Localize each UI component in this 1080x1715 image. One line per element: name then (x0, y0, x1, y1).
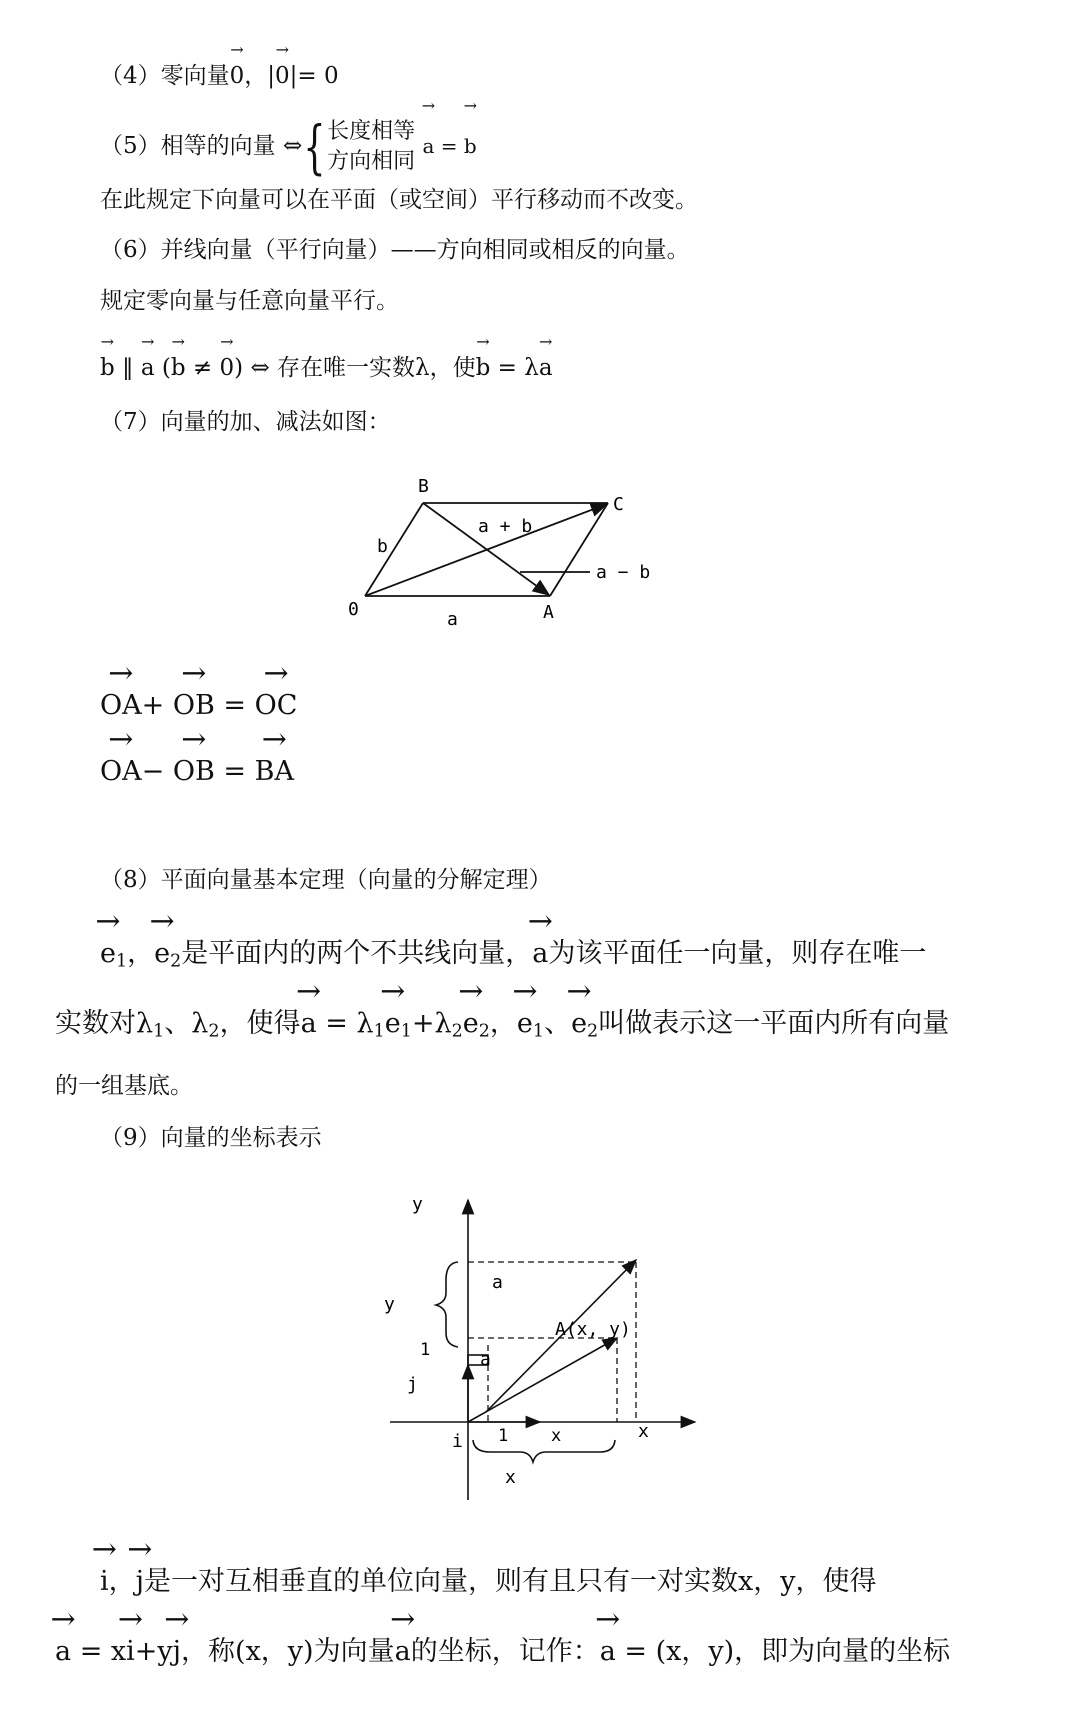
vector-ba: → BA (255, 752, 294, 788)
vector-a-top-label: a (492, 1272, 503, 1293)
close-paren: ) (234, 355, 244, 381)
point-a-label: A(x, y) (555, 1319, 631, 1340)
comma: ， (127, 938, 155, 969)
equals: = (214, 756, 255, 787)
comma: ， (489, 1008, 517, 1039)
label-diff: a − b (596, 562, 651, 583)
subscript: 1 (532, 1021, 545, 1042)
norm-equals-zero: |= 0 (289, 63, 339, 89)
zero-vector: → 0 (230, 56, 245, 92)
conditions (327, 117, 415, 177)
equals-lambda: = λ (490, 355, 539, 381)
theorem-line-3: 的一组基底。 (55, 1073, 193, 1099)
coord-text: 的坐标，记作： (410, 1636, 600, 1667)
equals-lambda: = λ (316, 1008, 374, 1039)
y-axis-label: y (412, 1194, 423, 1215)
theorem-text: 实数对λ (55, 1008, 154, 1039)
subscript: 2 (451, 1021, 463, 1042)
subscript: 1 (373, 1021, 385, 1042)
vector-a: → a (395, 1632, 411, 1668)
label-a-point: A (543, 602, 554, 623)
vector-a: → a (539, 348, 553, 384)
vector-a: → a (301, 1004, 317, 1040)
vector-i: → i (126, 1632, 135, 1668)
y-unit-label: 1 (420, 1340, 431, 1360)
vector-oa: → OA (100, 752, 142, 788)
x-brace (473, 1440, 615, 1462)
theorem-text: 、λ (164, 1008, 209, 1039)
vector-e2: → e (571, 1004, 587, 1040)
x-tick-label: x (551, 1426, 562, 1446)
vector-e1: → e (385, 1004, 401, 1040)
vector-oc: → OC (255, 686, 298, 722)
item-6: （6）并线向量（平行向量）——方向相同或相反的向量。 (100, 237, 690, 263)
vector-b: → b (171, 348, 186, 384)
item-5-label: （5）相等的向量 ⇔ (100, 133, 303, 159)
x-brace-label: x (505, 1467, 516, 1488)
item-7: （7）向量的加、减法如图： (100, 409, 391, 435)
vector-ob: → OB (173, 752, 215, 788)
left-brace: { (303, 113, 326, 181)
unit-i-label: i (452, 1431, 463, 1452)
x-axis-label: x (638, 1421, 649, 1442)
equation-sub (100, 752, 294, 788)
vector-a: → a (422, 112, 434, 176)
label-c-point: C (613, 494, 624, 515)
parallel-symbol: ∥ (114, 355, 141, 381)
subscript: 2 (170, 951, 182, 972)
unit-j-label: j (407, 1374, 418, 1395)
theorem-line-2 (55, 1004, 949, 1047)
coord-line-2 (55, 1632, 950, 1668)
vector-e1: → e (517, 1004, 533, 1040)
coordinate-diagram (380, 1185, 710, 1510)
vector-e1: → e (100, 934, 116, 970)
item-4 (100, 56, 339, 92)
equals-x: = x (71, 1636, 127, 1667)
coord-line-1 (100, 1562, 877, 1598)
subscript: 2 (208, 1021, 220, 1042)
note-zero-parallel: 规定零向量与任意向量平行。 (100, 288, 399, 314)
vector-j: → j (136, 1562, 144, 1598)
subscript: 1 (400, 1021, 412, 1042)
subscript: 1 (153, 1021, 165, 1042)
label-b-point: B (418, 476, 429, 497)
vector-oa: → OA (100, 686, 142, 722)
vector-b: → b (100, 348, 115, 384)
theorem-line-1 (100, 934, 926, 977)
note-translate: 在此规定下向量可以在平面（或空间）平行移动而不改变。 (100, 187, 698, 213)
equal-vectors (422, 134, 476, 158)
equation-add (100, 686, 297, 722)
zero-vector-norm: → 0 (275, 56, 290, 92)
open-paren: ( (154, 355, 171, 381)
iff-symbol: ⇔ (243, 355, 278, 381)
vector-a: → a (141, 348, 155, 384)
separator: 、 (544, 1008, 572, 1039)
coord-text: ，称(x，y)为向量 (181, 1636, 395, 1667)
not-equal: ≠ (185, 355, 220, 381)
vector-j: → j (173, 1632, 181, 1668)
y-brace (436, 1262, 458, 1347)
vector-a: → a (532, 934, 548, 970)
x-unit-label: 1 (498, 1426, 509, 1446)
y-brace-label: y (384, 1294, 395, 1315)
vector-b: → b (464, 112, 477, 176)
theorem-text: ，使得 (219, 1008, 301, 1039)
separator: ，| (244, 63, 276, 89)
comma: ， (108, 1566, 136, 1597)
plus-y: +y (134, 1636, 173, 1667)
item-9: （9）向量的坐标表示 (100, 1125, 322, 1151)
parallel-text: 存在唯一实数λ，使 (277, 355, 476, 381)
item-4-label: （4）零向量 (100, 63, 230, 89)
condition-direction: 方向相同 (327, 149, 416, 174)
subscript: 1 (115, 951, 128, 972)
item-5 (100, 112, 477, 181)
vector-i: → i (100, 1562, 109, 1598)
item-8: （8）平面向量基本定理（向量的分解定理） (100, 867, 552, 893)
label-b-vector: b (377, 536, 388, 557)
zero-vector: → 0 (220, 348, 235, 384)
condition-length: 长度相等 (327, 119, 416, 144)
plus-lambda: +λ (411, 1008, 452, 1039)
label-sum: a + b (478, 516, 533, 537)
equals: = (434, 134, 464, 158)
vector-e2: → e (154, 934, 170, 970)
theorem-text: 是平面内的两个不共线向量， (181, 938, 533, 969)
coord-text: 是一对互相垂直的单位向量，则有且只有一对实数x，y，使得 (144, 1566, 877, 1597)
theorem-text: 叫做表示这一平面内所有向量 (598, 1008, 950, 1039)
plus: + (141, 690, 173, 721)
label-o-point: 0 (348, 599, 359, 620)
subscript: 2 (587, 1021, 599, 1042)
parallelogram-diagram (348, 470, 720, 640)
coord-text: = (x，y)，即为向量的坐标 (615, 1636, 951, 1667)
vector-ob: → OB (173, 686, 215, 722)
equals: = (214, 690, 255, 721)
edge-ob (365, 503, 423, 596)
vector-a: → a (55, 1632, 71, 1668)
vector-e2: → e (463, 1004, 479, 1040)
vector-b: → b (476, 348, 491, 384)
subscript: 2 (478, 1021, 490, 1042)
vector-a-mid-label: a (480, 1349, 491, 1370)
vector-a: → a (600, 1632, 616, 1668)
theorem-text: 为该平面任一向量，则存在唯一 (548, 938, 927, 969)
parallel-condition (100, 348, 553, 384)
label-a-vector: a (447, 609, 458, 630)
minus: − (141, 756, 173, 787)
